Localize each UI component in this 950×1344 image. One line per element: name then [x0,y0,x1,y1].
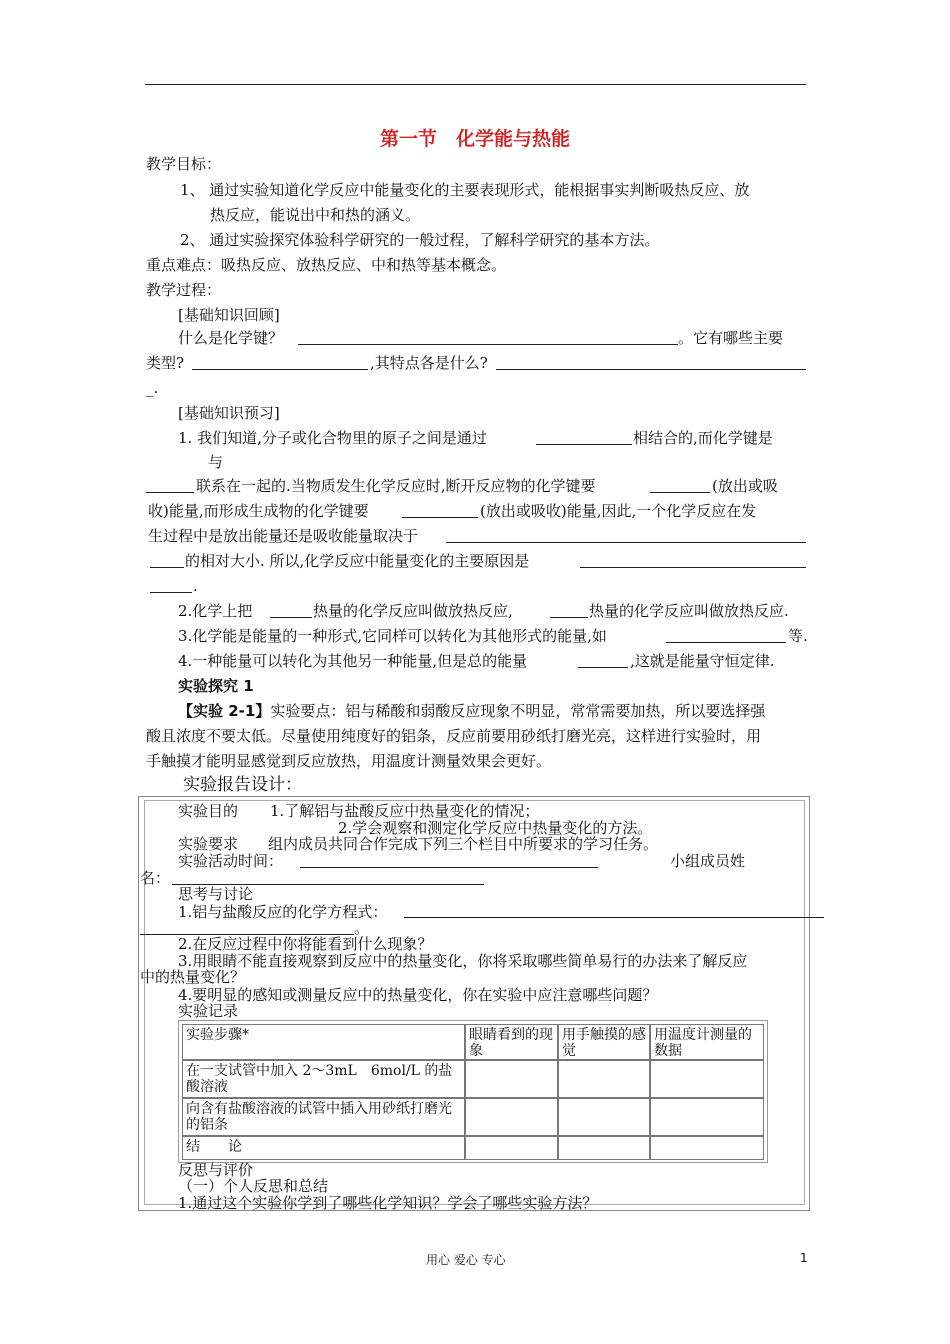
blank-line [578,667,628,668]
purpose-2: 2.学会观察和测定化学反应中热量变化的方法。 [338,819,653,837]
experiment-heading: 实验探究 1 [178,677,254,695]
table-cell [650,1060,764,1098]
blank-line [298,344,678,345]
objectives-heading: 教学目标： [146,155,222,173]
table-header-touch [558,1024,650,1060]
blank-line [650,492,710,493]
purpose-1: 1.了解铝与盐酸反应中热量变化的情况； [270,802,540,820]
experiment-line2: 酸且浓度不要太低。尽量使用纯度好的铝条，反应前要用砂纸打磨光亮，这样进行实验时，用 [146,727,762,745]
question-4: 4.要明显的感知或测量反应中的热量变化，你在实验中应注意哪些问题？ [178,986,658,1004]
blank-line [402,517,478,518]
header-text: 用手触摸的感觉 [562,1027,646,1059]
table-cell [650,1136,764,1160]
experiment-tag: 【实验 2-1】 [178,702,271,720]
time-label: 实验活动时间： [178,852,284,870]
question-1-tail: 。 [354,919,370,937]
question-2: 2.在反应过程中你将能看到什么现象？ [178,935,433,953]
blank-line [550,617,588,618]
experiment-line1 [178,701,765,721]
preview-1-line3-c: (放出或吸 [712,477,778,495]
review-q1-start: 什么是化学键？ [178,329,284,347]
objective-1-line2: 热反应，能说出中和热的涵义。 [210,206,421,224]
question-1: 1.铝与盐酸反应的化学方程式： [178,903,388,921]
preview-1-line7-tail: . [193,577,198,595]
reflection-heading: 反思与评价 [178,1161,254,1179]
header-text: 实验步骤* [186,1027,249,1043]
preview-1-line5: 生过程中是放出能量还是吸收能量取决于 [148,527,419,545]
table-cell [650,1098,764,1136]
requirement-text: 组内成员共同合作完成下列三个栏目中所要求的学习任务。 [268,835,659,853]
members-label-a: 小组成员姓 [670,852,746,870]
blank-line [192,369,368,370]
preview-1-line6: 的相对大小. 所以,化学反应中能量变化的主要原因是 [185,552,530,570]
question-3-line1: 3.用眼睛不能直接观察到反应中的热量变化，你将采取哪些简单易行的办法来了解反应 [178,952,748,970]
preview-2-a: 2.化学上把 [178,602,253,620]
cell-text: 结 论 [186,1139,242,1155]
preview-4-b: ,这就是能量守恒定律. [630,652,775,670]
reflection-question-1: 1.通过这个实验你学到了哪些化学知识？学会了哪些实验方法？ [178,1194,598,1212]
review-q1-end: 。它有哪些主要 [678,329,784,347]
blank-line [496,369,806,370]
review-heading: [基础知识回顾] [178,306,280,324]
page-title: 第一节 化学能与热能 [379,128,570,150]
experiment-line3: 手触摸才能明显感觉到反应放热，用温度计测量效果会更好。 [146,752,552,770]
blank-line [146,492,194,493]
preview-3-b: 等. [788,627,808,645]
members-label-b: 名： [140,869,171,887]
record-heading: 实验记录 [178,1002,239,1020]
table-cell [558,1136,650,1160]
review-q2-start: 类型? [146,354,185,372]
table-cell [465,1098,558,1136]
blank-line [150,592,192,593]
preview-4-a: 4.一种能量可以转化为其他另一种能量,但是总的能量 [178,652,528,670]
review-q2-tail: _. [146,379,159,397]
preview-1-line3-b: 联系在一起的.当物质发生化学反应时,断开反应物的化学键要 [196,477,596,495]
report-heading: 实验报告设计： [183,775,302,795]
preview-1-line4-b: (放出或吸收)能量,因此,一个化学反应在发 [480,502,757,520]
table-cell [558,1060,650,1098]
table-cell [465,1136,558,1160]
table-row-conclusion [182,1136,465,1160]
header-rule [145,84,806,85]
table-header-observe [465,1024,558,1060]
table-header-step [182,1024,465,1060]
preview-2-c: 热量的化学反应叫做放热反应. [589,602,789,620]
blank-line [536,444,632,445]
requirement-label: 实验要求 [178,835,239,853]
table-cell [558,1098,650,1136]
blank-line [404,917,824,918]
blank-line [270,617,312,618]
preview-heading: [基础知识预习] [178,404,280,422]
objective-2: 2、 通过实验探究体验科学研究的一般过程，了解科学研究的基本方法。 [180,231,660,249]
header-text: 眼睛看到的现象 [469,1027,553,1059]
process-heading: 教学过程： [146,281,222,299]
table-cell [465,1060,558,1098]
preview-3-a: 3.化学能是能量的一种形式,它同样可以转化为其他形式的能量,如 [178,627,607,645]
discussion-heading: 思考与讨论 [178,885,254,903]
reflection-sub: （一）个人反思和总结 [178,1177,329,1195]
page-number: 1 [800,1251,808,1265]
preview-1-line2: 与 [208,453,224,471]
blank-line [300,867,598,868]
key-points: 重点难点：吸热反应、放热反应、中和热等基本概念。 [146,256,507,274]
purpose-label: 实验目的 [178,802,239,820]
blank-line [580,567,806,568]
blank-line [150,567,184,568]
question-3-line2: 中的热量变化？ [140,968,246,986]
objective-1-line1: 1、 通过实验知道化学反应中能量变化的主要表现形式，能根据事实判断吸热反应、放 [180,181,750,199]
review-q2-mid: ,其特点各是什么? [370,354,488,372]
table-row-2-step [182,1098,465,1136]
blank-line [446,542,806,543]
table-header-thermometer [650,1024,764,1060]
header-text: 用温度计测量的数据 [654,1027,752,1059]
table-row-1-step [182,1060,465,1098]
preview-2-b: 热量的化学反应叫做放热反应, [313,602,513,620]
cell-text: 在一支试管中加入 2～3mL 6mol/L 的盐酸溶液 [186,1063,453,1095]
blank-line [666,642,786,643]
cell-text: 向含有盐酸溶液的试管中插入用砂纸打磨光的铝条 [186,1101,452,1133]
preview-1-line4-a: 收)能量,而形成生成物的化学键要 [148,502,369,520]
experiment-text-1: 实验要点：铝与稀酸和弱酸反应现象不明显，常常需要加热，所以要选择强 [270,702,766,720]
preview-1-line1-b: 相结合的,而化学键是 [633,429,773,447]
footer-motto: 用心 爱心 专心 [426,1253,506,1267]
preview-1-line1-a: 1. 我们知道,分子或化合物里的原子之间是通过 [178,429,487,447]
